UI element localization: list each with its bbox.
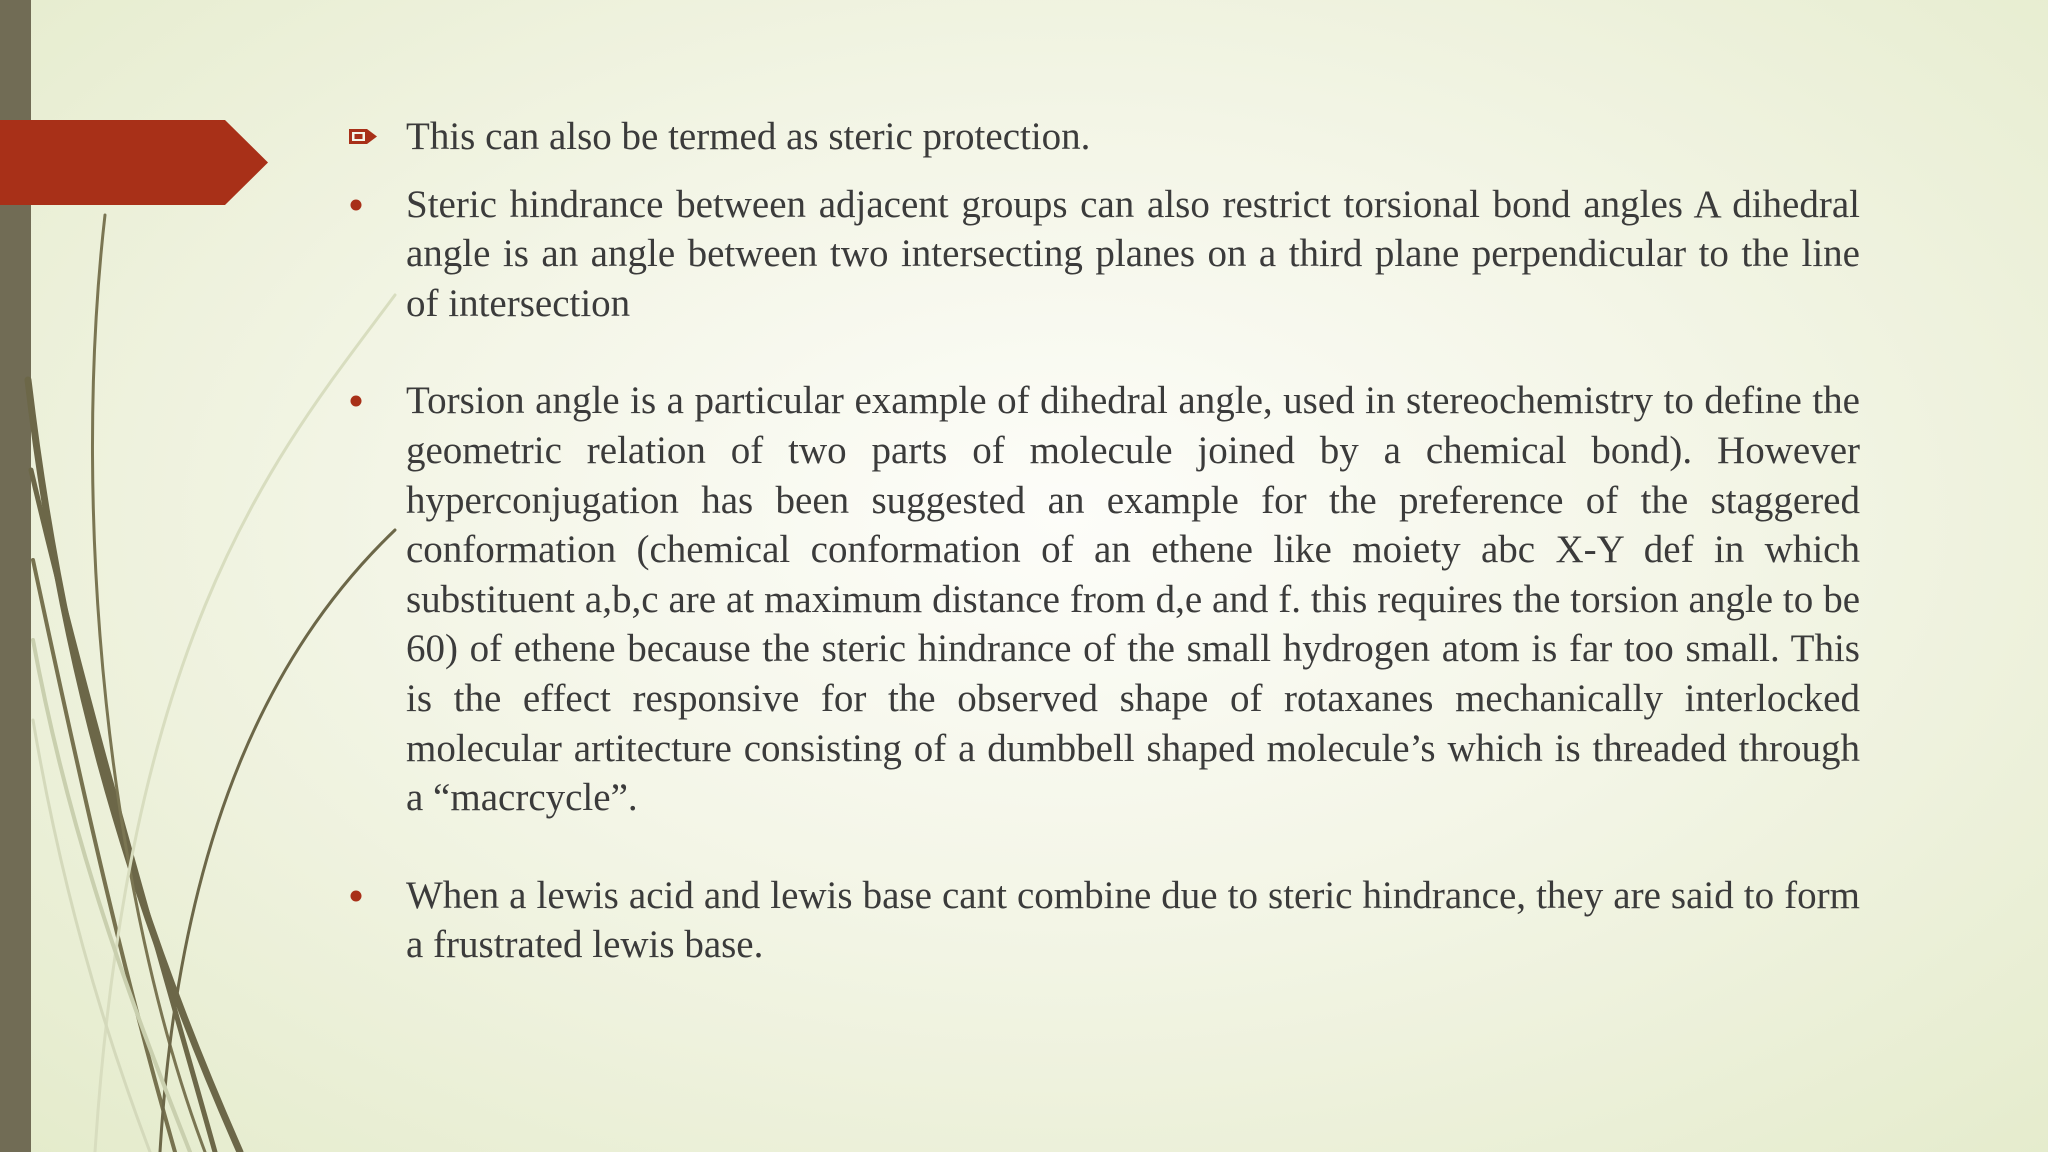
arrow-bullet-icon xyxy=(348,112,374,162)
list-item xyxy=(348,871,1860,970)
dot-bullet-icon xyxy=(348,376,374,426)
title-accent-arrow xyxy=(0,120,268,205)
bullet-text: Steric hindrance between adjacent groups can also restrict torsional bond angles A dihedral angle is an angle between two intersecting planes on a third plane perpendicular to the line of intersection xyxy=(406,182,1860,325)
dot-bullet-icon xyxy=(348,871,374,921)
bullet-list xyxy=(348,112,1860,970)
list-item xyxy=(348,112,1860,162)
bullet-text: When a lewis acid and lewis base cant combine due to steric hindrance, they are said to form a frustrated lewis base. xyxy=(406,873,1860,967)
list-item xyxy=(348,180,1860,329)
bullet-text: Torsion angle is a particular example of dihedral angle, used in stereochemistry to define the geometric relation of two parts of molecule joined by a chemical bond). However hyperconjugation has been suggested an example for the preference of the staggered conformation (chemical conformation of an ethene like moiety abc X-Y def in which substituent a,b,c are at maximum distance from d,e and f. this requires the torsion angle to be 60) of ethene because the steric hindrance of the small hydrogen atom is far too small. This is the effect responsive for the observed shape of rotaxanes mechanically interlocked molecular artitecture consisting of a dumbbell shaped molecule’s which is threaded through a “macrcycle”. xyxy=(406,379,1860,820)
dot-bullet-icon xyxy=(348,180,374,230)
bullet-text: This can also be termed as steric protection. xyxy=(406,115,1091,158)
list-item xyxy=(348,376,1860,822)
